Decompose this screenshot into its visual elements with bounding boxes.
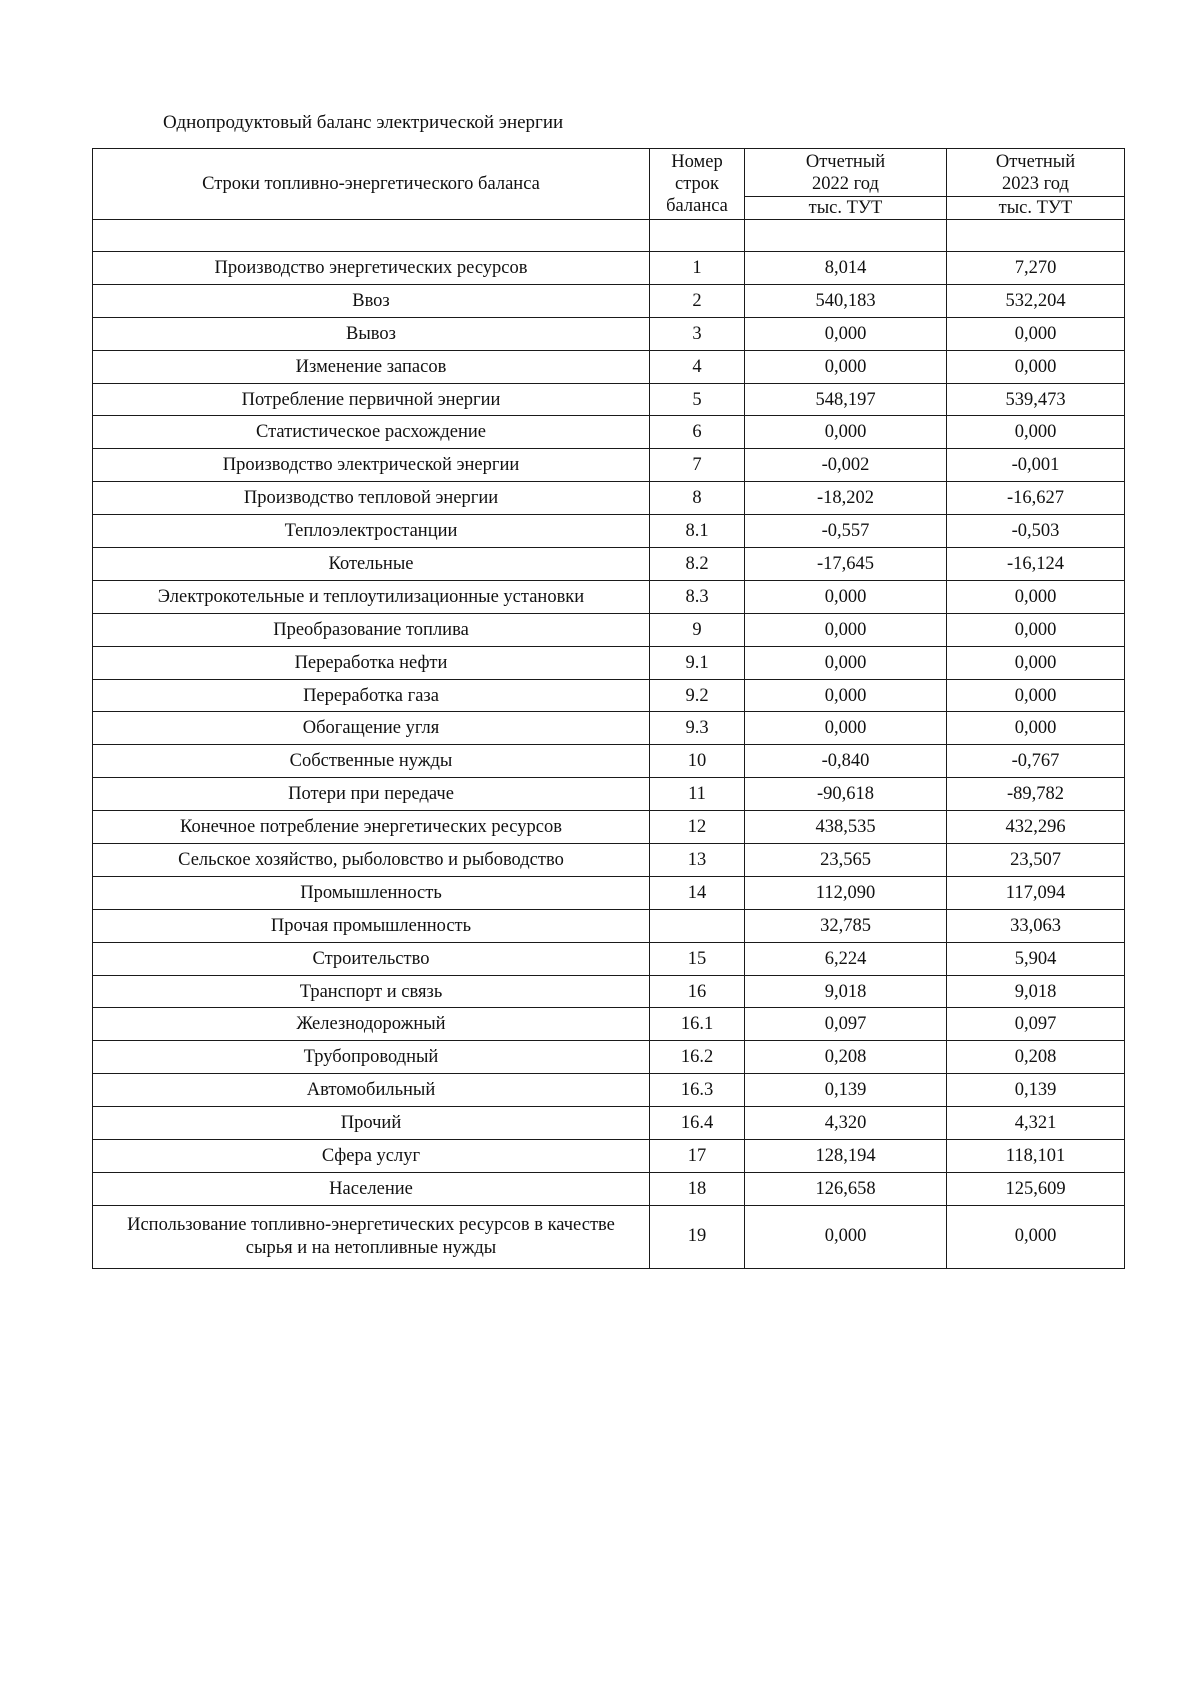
row-number: 16.3	[650, 1074, 745, 1107]
row-name: Статистическое расхождение	[93, 416, 650, 449]
row-number: 2	[650, 284, 745, 317]
row-name: Промышленность	[93, 876, 650, 909]
row-number: 16.2	[650, 1041, 745, 1074]
table-row	[93, 778, 1125, 811]
table-row	[93, 613, 1125, 646]
row-name: Обогащение угля	[93, 712, 650, 745]
row-number: 15	[650, 942, 745, 975]
value-2022: 0,000	[745, 646, 947, 679]
value-2023: 0,000	[947, 679, 1125, 712]
value-2022: 8,014	[745, 252, 947, 285]
table-row	[93, 416, 1125, 449]
unit-2022: тыс. ТУТ	[745, 197, 947, 220]
row-number: 9.2	[650, 679, 745, 712]
row-name: Сельское хозяйство, рыболовство и рыбоводство	[93, 844, 650, 877]
row-name: Теплоэлектростанции	[93, 515, 650, 548]
table-row	[93, 317, 1125, 350]
row-name: Вывоз	[93, 317, 650, 350]
table-row	[93, 1074, 1125, 1107]
row-number: 12	[650, 811, 745, 844]
table-row	[93, 1041, 1125, 1074]
row-number: 16.1	[650, 1008, 745, 1041]
value-2022: -0,557	[745, 515, 947, 548]
table-row	[93, 449, 1125, 482]
value-2022: 112,090	[745, 876, 947, 909]
row-number: 3	[650, 317, 745, 350]
table-row	[93, 1107, 1125, 1140]
header-2023-line: Отчетный	[995, 151, 1076, 172]
row-number: 17	[650, 1140, 745, 1173]
row-number: 7	[650, 449, 745, 482]
row-number: 13	[650, 844, 745, 877]
value-2023: 0,000	[947, 1205, 1125, 1268]
row-name: Преобразование топлива	[93, 613, 650, 646]
value-2023: -16,124	[947, 548, 1125, 581]
header-rows-label: Строки топливно-энергетического баланса	[93, 149, 650, 220]
value-2023: 0,097	[947, 1008, 1125, 1041]
row-name: Производство энергетических ресурсов	[93, 252, 650, 285]
value-2022: -18,202	[745, 482, 947, 515]
value-2023: -89,782	[947, 778, 1125, 811]
value-2023: 0,000	[947, 416, 1125, 449]
value-2023: 532,204	[947, 284, 1125, 317]
row-number: 8.2	[650, 548, 745, 581]
value-2023: 0,000	[947, 712, 1125, 745]
row-number: 9.3	[650, 712, 745, 745]
row-number: 1	[650, 252, 745, 285]
value-2023: 9,018	[947, 975, 1125, 1008]
value-2023: 117,094	[947, 876, 1125, 909]
value-2023: 539,473	[947, 383, 1125, 416]
row-name: Прочий	[93, 1107, 650, 1140]
row-name: Потери при передаче	[93, 778, 650, 811]
table-row	[93, 745, 1125, 778]
row-number: 9.1	[650, 646, 745, 679]
table-row	[93, 1008, 1125, 1041]
table-row	[93, 909, 1125, 942]
value-2022: 126,658	[745, 1172, 947, 1205]
row-number: 11	[650, 778, 745, 811]
row-number: 18	[650, 1172, 745, 1205]
value-2022: -90,618	[745, 778, 947, 811]
value-2022: 0,000	[745, 613, 947, 646]
row-number: 6	[650, 416, 745, 449]
row-name: Трубопроводный	[93, 1041, 650, 1074]
value-2023: 0,000	[947, 580, 1125, 613]
header-number-line: Номер	[671, 152, 723, 172]
value-2022: 4,320	[745, 1107, 947, 1140]
table-row	[93, 975, 1125, 1008]
table-row	[93, 252, 1125, 285]
table-row	[93, 942, 1125, 975]
row-number: 9	[650, 613, 745, 646]
row-name: Транспорт и связь	[93, 975, 650, 1008]
row-name: Котельные	[93, 548, 650, 581]
row-name: Прочая промышленность	[93, 909, 650, 942]
value-2023: -0,503	[947, 515, 1125, 548]
table-row	[93, 482, 1125, 515]
value-2022: 0,000	[745, 712, 947, 745]
header-number-label	[650, 149, 745, 220]
row-number: 8.1	[650, 515, 745, 548]
row-number: 5	[650, 383, 745, 416]
blank-cell	[947, 220, 1125, 252]
row-name: Изменение запасов	[93, 350, 650, 383]
value-2022: 0,000	[745, 580, 947, 613]
value-2023: 0,139	[947, 1074, 1125, 1107]
value-2023: 0,000	[947, 317, 1125, 350]
header-2022	[745, 149, 947, 197]
value-2022: 540,183	[745, 284, 947, 317]
value-2022: 23,565	[745, 844, 947, 877]
row-name: Население	[93, 1172, 650, 1205]
energy-balance-table	[92, 148, 1125, 1269]
table-row	[93, 548, 1125, 581]
table-row	[93, 1172, 1125, 1205]
unit-2023: тыс. ТУТ	[947, 197, 1125, 220]
table-row	[93, 876, 1125, 909]
blank-cell	[650, 220, 745, 252]
header-2023	[947, 149, 1125, 197]
row-name: Собственные нужды	[93, 745, 650, 778]
blank-cell	[745, 220, 947, 252]
value-2022: -0,002	[745, 449, 947, 482]
row-name-line: Использование топливно-энергетических ресурсов в качестве	[127, 1214, 615, 1235]
value-2023: -16,627	[947, 482, 1125, 515]
row-name	[93, 1205, 650, 1268]
value-2022: 9,018	[745, 975, 947, 1008]
header-2023-line: 2023 год	[1002, 173, 1069, 194]
table-row	[93, 679, 1125, 712]
row-name: Строительство	[93, 942, 650, 975]
value-2022: 0,000	[745, 1205, 947, 1268]
row-number: 4	[650, 350, 745, 383]
row-number: 8.3	[650, 580, 745, 613]
table-row	[93, 284, 1125, 317]
value-2023: 0,000	[947, 350, 1125, 383]
header-number-line: баланса	[666, 196, 728, 216]
value-2023: 4,321	[947, 1107, 1125, 1140]
value-2022: 0,000	[745, 416, 947, 449]
value-2022: -17,645	[745, 548, 947, 581]
table-row	[93, 383, 1125, 416]
row-name: Железнодорожный	[93, 1008, 650, 1041]
row-name: Производство тепловой энергии	[93, 482, 650, 515]
value-2022: 0,208	[745, 1041, 947, 1074]
value-2023: -0,001	[947, 449, 1125, 482]
value-2022: 0,097	[745, 1008, 947, 1041]
value-2022: 128,194	[745, 1140, 947, 1173]
row-number	[650, 909, 745, 942]
row-number: 16	[650, 975, 745, 1008]
row-name: Ввоз	[93, 284, 650, 317]
row-name: Потребление первичной энергии	[93, 383, 650, 416]
value-2022: 6,224	[745, 942, 947, 975]
table-header-row	[93, 149, 1125, 197]
row-number: 19	[650, 1205, 745, 1268]
value-2022: 0,000	[745, 350, 947, 383]
row-number: 10	[650, 745, 745, 778]
document-title: Однопродуктовый баланс электрической энергии	[163, 112, 564, 133]
table-row	[93, 844, 1125, 877]
row-name: Автомобильный	[93, 1074, 650, 1107]
row-name: Электрокотельные и теплоутилизационные установки	[93, 580, 650, 613]
row-number: 16.4	[650, 1107, 745, 1140]
value-2023: 0,000	[947, 646, 1125, 679]
value-2023: 0,000	[947, 613, 1125, 646]
table-row	[93, 350, 1125, 383]
table-row	[93, 712, 1125, 745]
header-2022-line: Отчетный	[805, 151, 886, 172]
value-2023: 7,270	[947, 252, 1125, 285]
row-name: Конечное потребление энергетических ресурсов	[93, 811, 650, 844]
row-name: Сфера услуг	[93, 1140, 650, 1173]
row-name: Переработка нефти	[93, 646, 650, 679]
row-name-line: сырья и на нетопливные нужды	[245, 1237, 497, 1258]
table-row	[93, 1205, 1125, 1268]
row-number: 8	[650, 482, 745, 515]
table-row	[93, 811, 1125, 844]
blank-cell	[93, 220, 650, 252]
table-row	[93, 580, 1125, 613]
table-row	[93, 1140, 1125, 1173]
value-2022: 0,000	[745, 679, 947, 712]
value-2023: 33,063	[947, 909, 1125, 942]
value-2023: 432,296	[947, 811, 1125, 844]
header-2022-line: 2022 год	[812, 173, 879, 194]
value-2022: 0,000	[745, 317, 947, 350]
value-2023: 0,208	[947, 1041, 1125, 1074]
row-name: Переработка газа	[93, 679, 650, 712]
value-2023: 125,609	[947, 1172, 1125, 1205]
row-name: Производство электрической энергии	[93, 449, 650, 482]
value-2023: 23,507	[947, 844, 1125, 877]
value-2022: 438,535	[745, 811, 947, 844]
value-2022: 0,139	[745, 1074, 947, 1107]
value-2022: -0,840	[745, 745, 947, 778]
value-2023: -0,767	[947, 745, 1125, 778]
table-blank-row	[93, 220, 1125, 252]
table-row	[93, 646, 1125, 679]
row-number: 14	[650, 876, 745, 909]
header-number-line: строк	[674, 174, 719, 194]
value-2022: 32,785	[745, 909, 947, 942]
value-2022: 548,197	[745, 383, 947, 416]
value-2023: 118,101	[947, 1140, 1125, 1173]
value-2023: 5,904	[947, 942, 1125, 975]
table-row	[93, 515, 1125, 548]
